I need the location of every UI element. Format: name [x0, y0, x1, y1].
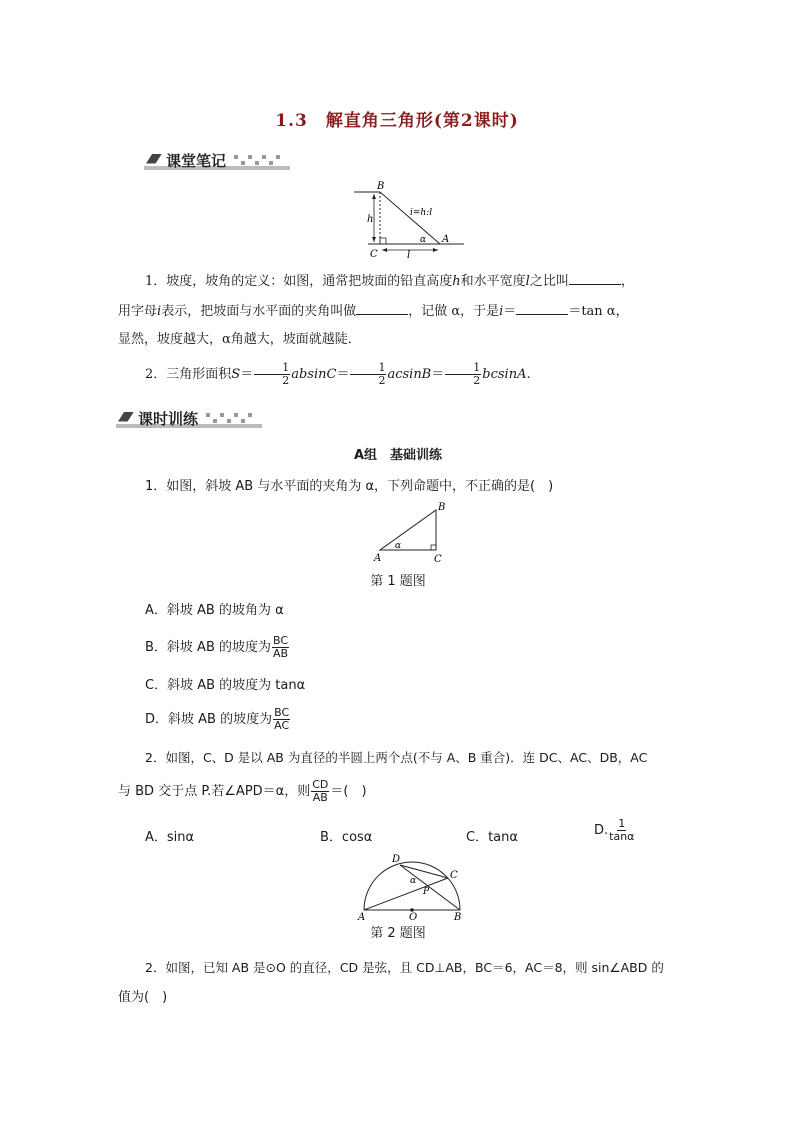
question-2-line2: 与 BD 交于点 P.若∠APD＝α，则 $\frac{CD}{AB}$ ＝( ) [118, 778, 367, 804]
note2-term3: bcsinA [482, 367, 527, 382]
note2-S: S [231, 367, 241, 382]
fraction-cd-ab: $\frac{CD}{AB}$ [312, 778, 329, 804]
fig1-label-alpha: α [395, 541, 402, 551]
fraction-bc-ab: $\frac{BC}{AB}$ [272, 634, 289, 660]
label-B: B [377, 181, 385, 192]
blank-slope-angle[interactable] [356, 300, 408, 315]
note2-end: . [526, 367, 531, 382]
fig2-label-D: D [392, 854, 401, 865]
fig2-caption: 第 2 题图 [370, 926, 426, 941]
label-alpha: α [420, 235, 427, 245]
note-1-line2 [118, 300, 678, 322]
note1-l: l [525, 274, 530, 289]
banner-dots [206, 413, 252, 423]
note-1 [118, 270, 678, 292]
note2-term2: acsinB [387, 367, 432, 382]
section-title-notes: 课堂笔记 [144, 150, 226, 171]
note1-text-f: 表示，把坡面与水平面的夹角叫做 [161, 304, 357, 319]
fig2-label-P: P [423, 887, 430, 897]
slope-diagram [350, 180, 470, 260]
semicircle-diagram-q2 [356, 848, 468, 922]
question-2-line1: 2．如图，C、D 是以 AB 为直径的半圆上两个点(不与 A、B 重合)．连 DC、AC、DB，AC [145, 750, 648, 765]
note1-text-h: ＝tan α， [568, 304, 629, 319]
q1-option-d[interactable]: D．斜坡 AB 的坡度为 $\frac{BC}{AC}$ [145, 706, 290, 732]
question-1: 1．如图，斜坡 AB 与水平面的夹角为 α，下列命题中，不正确的是( ) [145, 479, 554, 494]
note1-i2: i [499, 304, 504, 319]
section-banner-practice [116, 408, 252, 428]
q2-option-a[interactable]: A．sinα [145, 830, 195, 845]
fig1-label-A: A [374, 553, 382, 564]
q2-option-d[interactable]: D. $\frac{1}{\tan\alpha}$ [594, 817, 635, 843]
note1-eq: ＝ [503, 304, 517, 319]
note-1-line3: 显然，坡度越大，α角越大，坡面就越陡． [118, 332, 361, 347]
note1-text-b: 和水平宽度 [460, 274, 526, 289]
note-2 [118, 362, 678, 387]
q2-option-b[interactable]: B．cosα [320, 830, 373, 845]
question-3-line1: 2．如图，已知 AB 是⊙O 的直径，CD 是弦，且 CD⊥AB，BC＝6，AC＝8，则 sin∠ABD 的 [145, 960, 664, 975]
note2-prefix: 2．三角形面积 [145, 367, 232, 382]
note2-eq3: ＝ [431, 367, 445, 382]
note2-eq2: ＝ [336, 367, 350, 382]
fig2-label-A: A [358, 912, 366, 922]
fig2-label-O: O [409, 912, 418, 922]
fraction-half-1: $\frac{1}{2}$ [254, 362, 290, 387]
note1-i: i [157, 304, 162, 319]
note1-h: h [452, 274, 461, 289]
fig2-label-C: C [450, 870, 458, 881]
banner-dots [234, 155, 280, 165]
q1-option-c[interactable]: C．斜坡 AB 的坡度为 tanα [145, 678, 306, 693]
label-A: A [442, 234, 450, 245]
fraction-half-3: $\frac{1}{2}$ [445, 362, 481, 387]
note1-text-a: 1．坡度，坡角的定义：如图，通常把坡面的铅直高度 [145, 274, 453, 289]
fig1-caption: 第 1 题图 [370, 574, 426, 589]
label-C: C [370, 249, 378, 260]
note2-term1: absinC [291, 367, 337, 382]
section-title-practice: 课时训练 [116, 408, 198, 429]
fraction-1-tan: $\frac{1}{\tan\alpha}$ [609, 817, 635, 843]
group-a-heading: A组 基础训练 [353, 448, 443, 463]
blank-slope-definition[interactable] [569, 270, 621, 285]
fraction-bc-ac: $\frac{BC}{AC}$ [274, 706, 290, 732]
question-3-line2: 值为( ) [118, 990, 168, 1005]
note2-eq1: ＝ [240, 367, 254, 382]
note1-text-c: 之比叫 [529, 274, 569, 289]
q1-option-b[interactable]: B．斜坡 AB 的坡度为 $\frac{BC}{AB}$ [145, 634, 289, 660]
triangle-diagram-q1 [370, 500, 454, 570]
label-l: l [407, 250, 411, 260]
fraction-half-2: $\frac{1}{2}$ [350, 362, 386, 387]
label-ratio: i=h:l [410, 208, 433, 218]
note1-text-e: 用字母 [118, 304, 158, 319]
fig2-label-alpha: α [410, 876, 417, 886]
fig1-label-C: C [434, 554, 442, 565]
page-title: 1.3 解直角三角形(第2课时) [275, 111, 519, 131]
fig2-label-B: B [454, 912, 462, 922]
q2-option-c[interactable]: C．tanα [466, 830, 518, 845]
section-banner-notes [144, 150, 280, 170]
blank-ratio[interactable] [516, 300, 568, 315]
note1-text-d: ， [620, 274, 634, 289]
note1-text-g: ，记做 α，于是 [408, 304, 500, 319]
label-h: h [367, 214, 374, 225]
q1-option-a[interactable]: A．斜坡 AB 的坡角为 α [145, 603, 284, 618]
fig1-label-B: B [438, 502, 446, 513]
